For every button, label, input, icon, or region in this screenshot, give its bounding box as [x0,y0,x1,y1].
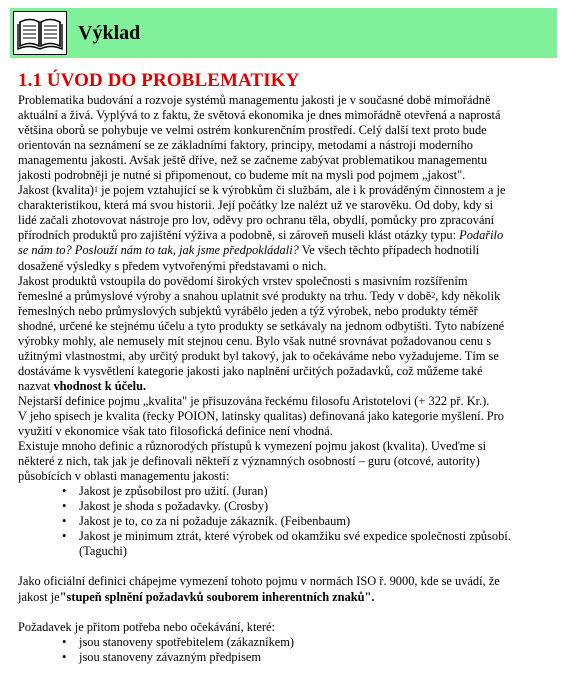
text-line [18,289,558,304]
text-line: Nejstarší definice pojmu „kvalita" je přisuzována řeckému filosofu Aristotelovi (+ 322 př. Kr.). [18,393,490,408]
footnote-ref[interactable]: 2 [431,290,436,300]
bold-text: "stupeň splnění požadavků souborem inherentních znaků". [59,589,375,604]
text-line [18,183,558,198]
bullet-icon: • [62,529,67,544]
text-line: využití v ekonomice však tato filosofická definice není vhodná. [18,424,333,439]
text-span: Jakost (kvalita) [18,183,95,198]
text-line: řemeslných nebo průmyslových subjektů vyrábělo jeden a týž výrobek, nebo produkty téměř [18,303,478,318]
list-item [18,635,558,650]
text-line [18,590,558,605]
list-item-text: Jakost je minimum ztrát, které výrobek od okamžiku své expedice společnosti způsobí. [79,529,511,544]
text-line: Jakost produktů vstoupila do povědomí širokých vrstev společnosti s masivním rozšířením [18,273,468,288]
bullet-icon: • [62,634,67,649]
text-line [18,379,558,394]
text-line: Jako oficiální definici chápejme vymezení tohoto pojmu v normách ISO ř. 9000, kde se uvádí, že [18,574,500,589]
list-item [18,484,558,499]
text-line: výrobky mohly, ale nemusely mít stejnou cenu. Bylo však nutné srovnávat požadovanou cenu s [18,333,492,348]
text-line: orientován na seznámení se ze základními faktory, principy, metodami a nástroji moderního [18,138,473,153]
list-item [18,499,558,514]
text-line: některé z nich, tak jak je definovali někteří z významných osobností – guru (otcové, autority) [18,454,480,469]
spacer [18,559,558,574]
text-line: jakosti podrobněji je nutné si připomenout, co budeme mít na mysli pod pojmem „jakost". [18,168,466,183]
text-line: V jeho spisech je kvalita (řecky POION, latinsky qualitas) definovaná jako kategorie myšlení. Pro [18,408,504,423]
text-line: Existuje mnoho definic a různorodých přístupů k vymezení pojmu jakost (kvalita). Uveďme si [18,439,487,454]
text-line: užitnými vlastnostmi, aby určitý produkt byl takový, jak to očekáváme nebo vyžadujeme. Tím se [18,348,499,363]
list-item-text: jsou stanoveny závazným předpisem [79,649,262,664]
bullet-icon: • [62,484,67,499]
bullet-icon: • [62,649,67,664]
list-item-text: jsou stanoveny spotřebitelem (zákazníkem) [79,634,295,649]
text-line: aktuální a živá. Vyplývá to z faktu, že světová ekonomika je dnes mimořádně otevřená a naprostá [18,108,501,123]
text-span: , kdy několik [435,288,501,303]
list-item [18,650,558,665]
text-line: lidé začali zhotovovat nástroje pro lov, oděvy pro ochranu těla, obydlí, pomůcky pro zpracování [18,213,495,228]
text-span: přírodních produktů pro zajištění výživa a podobně, si zároveň museli klást otázky typu: [18,228,460,243]
list-item-text: Jakost je shoda s požadavky. (Crosby) [79,499,269,514]
bullet-icon: • [62,499,67,514]
document-body [18,93,558,665]
text-line: dosažené výsledky s předem vytvořenými představami o nich. [18,258,327,273]
bold-text: vhodnost k účelu. [53,378,147,393]
text-line: působících v oblasti managementu jakosti: [18,469,230,484]
text-line: Problematika budování a rozvoje systémů managementu jakosti je v současné době mimořádně [18,93,491,107]
text-line: shodné, určené ke stejnému účelu a tyto produkty se setkávaly na jednom odbytišti. Tyto nabízené [18,318,505,333]
open-book-icon [13,11,67,55]
italic-text: Podařilo [459,228,504,243]
definitions-list [18,484,558,559]
text-line: charakteristikou, která má svou historii. Její počátky lze nalézt už ve starověku. Od doby, kdy si [18,198,494,213]
list-item [18,529,558,544]
italic-text: se nám to? Poslouží nám to tak, jak jsme předpokládali? [18,243,299,258]
bullet-icon: • [62,514,67,529]
text-line: většina oborů se pohybuje ve velmi ostrém konkurenčním prostředí. Celý další text proto bude [18,123,487,138]
section-heading: 1.1 ÚVOD DO PROBLEMATIKY [18,70,300,91]
text-line [18,243,558,258]
list-item-continuation [18,544,558,559]
requirements-list [18,635,558,665]
section-banner [10,8,557,58]
text-line: dostáváme k vysvětlení kategorie jakosti jako naplnění určitých požadavků, což můžeme také [18,363,483,378]
text-line: managementu jakosti. Avšak ještě dříve, než se začneme zabývat problematikou managementu [18,153,488,168]
list-item-text: (Taguchi) [79,544,127,559]
banner-title: Výklad [78,22,141,44]
text-line [18,228,558,243]
text-line: Požadavek je přitom potřeba nebo očekávání, které: [18,619,276,634]
text-span: jakost je [18,589,60,604]
list-item-text: Jakost je to, co za ni požaduje zákazník. (Feibenbaum) [79,514,351,529]
text-span: řemeslné a průmyslové výroby a snahou uplatnit své produkty na trhu. Tedy v době [18,288,432,303]
text-span: Ve všech těchto případech hodnotili [298,243,480,258]
footnote-ref[interactable]: 1 [94,185,99,195]
text-span: nazvat [18,378,54,393]
list-item-text: Jakost je způsobilost pro užití. (Juran) [79,484,268,499]
spacer [18,605,558,620]
list-item [18,514,558,529]
text-span: je pojem vztahující se k výrobkům či službám, ale i k prováděným činnostem a je [98,183,506,198]
